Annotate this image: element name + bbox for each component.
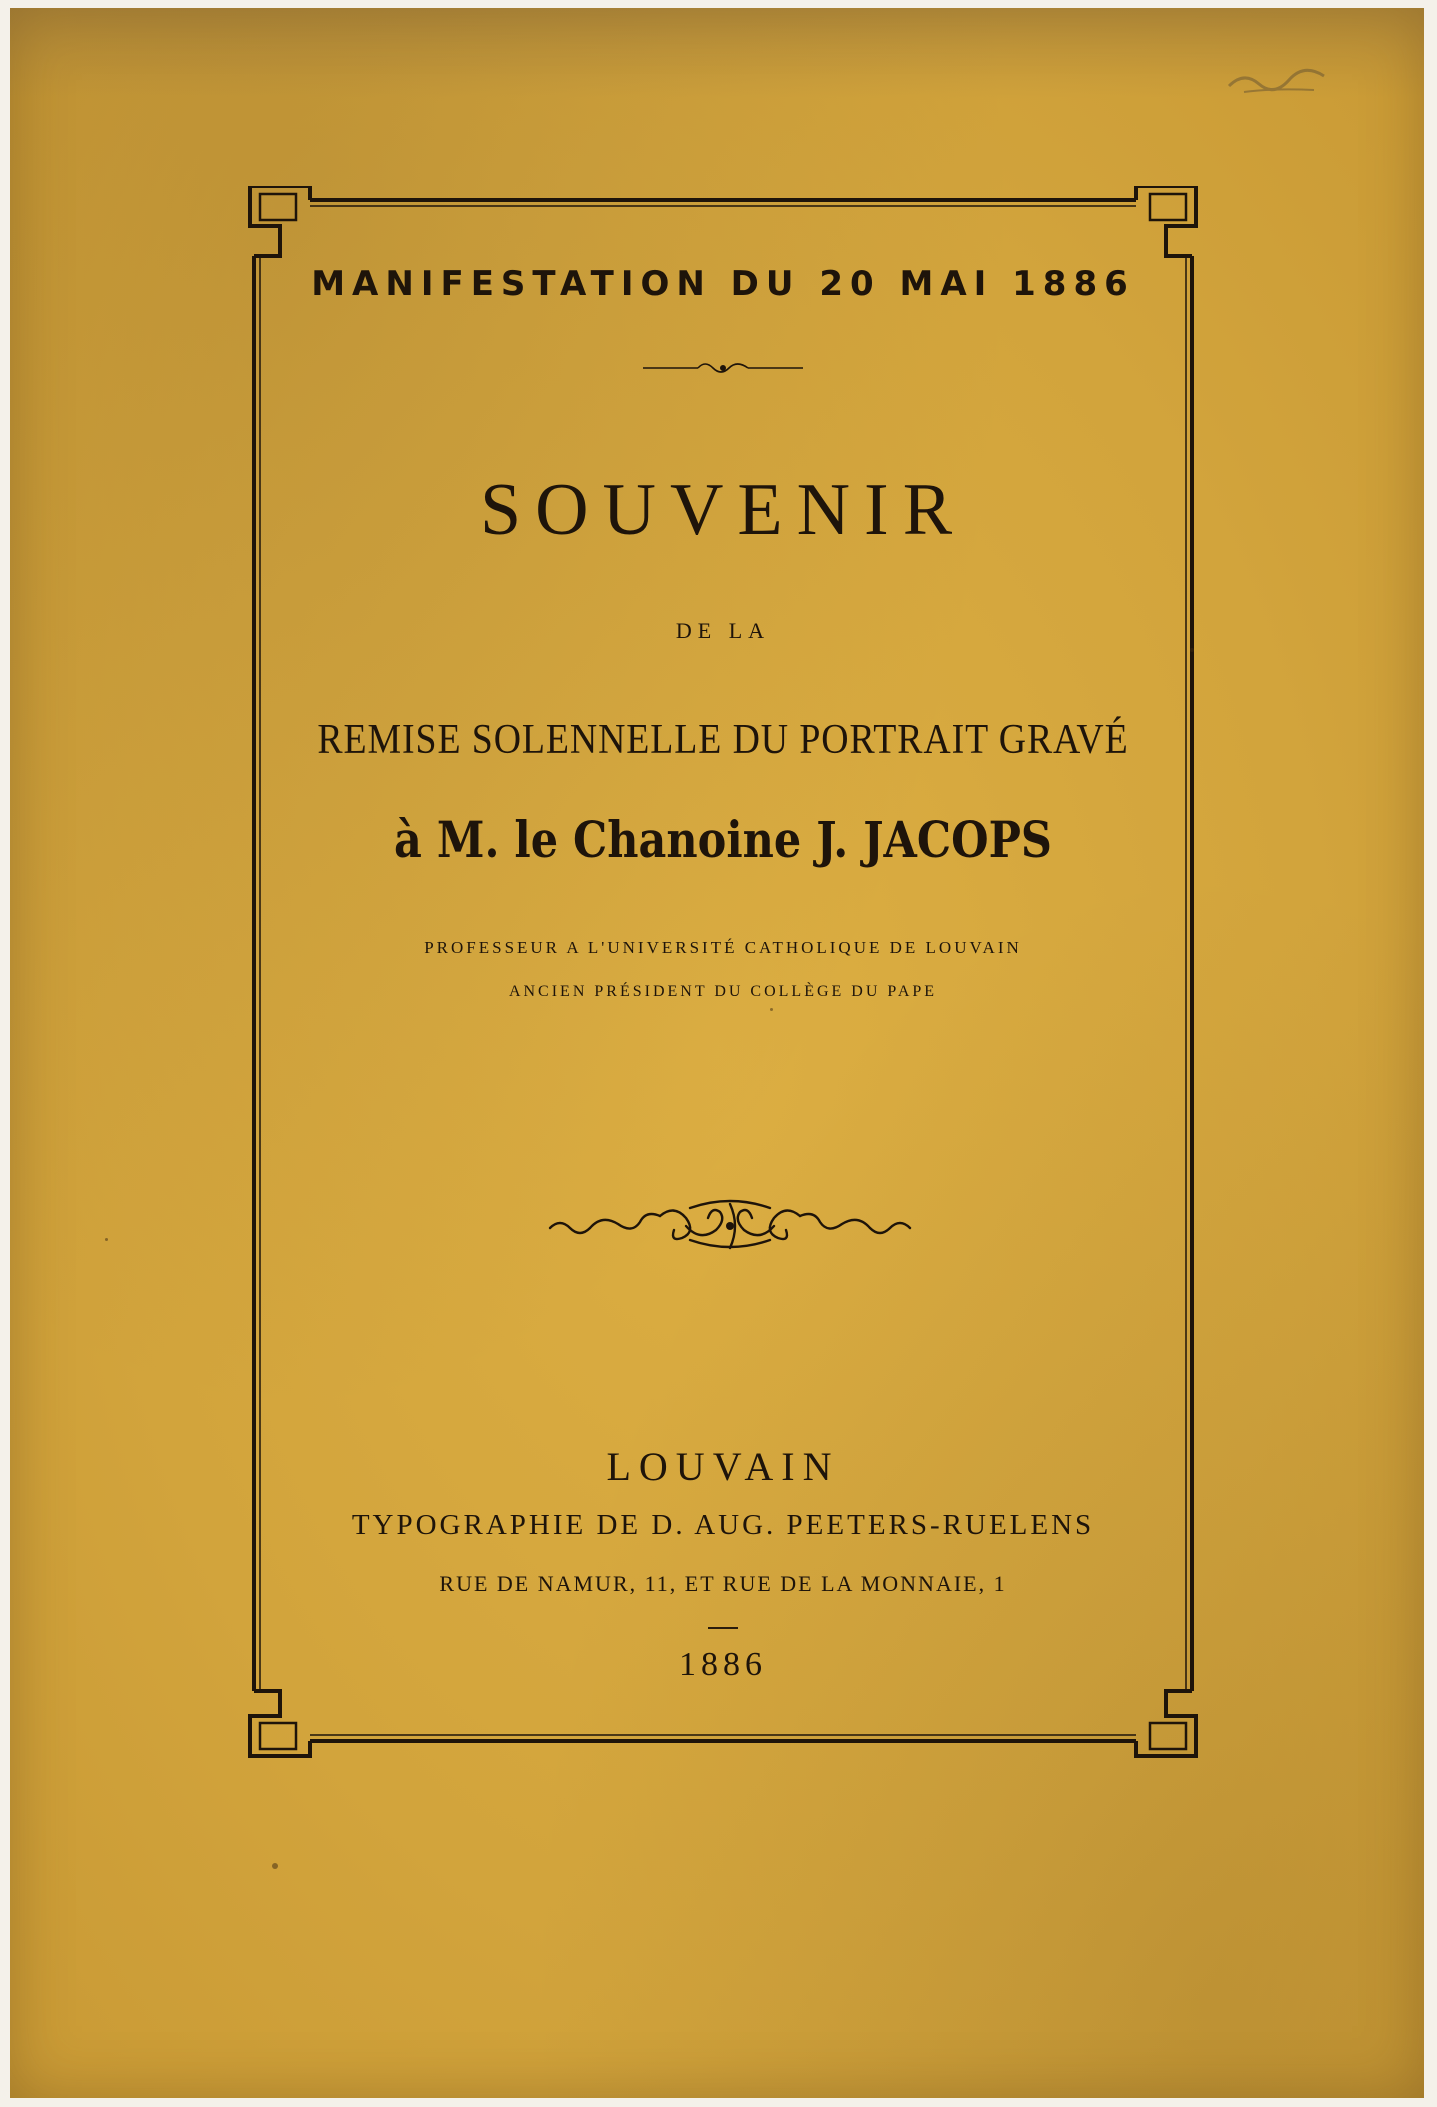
imprint-address: RUE DE NAMUR, 11, ET RUE DE LA MONNAIE, 1 <box>439 1571 1007 1596</box>
de-la-text: DE LA <box>675 618 771 643</box>
book-cover <box>10 8 1424 2098</box>
paper-speck <box>1190 648 1194 652</box>
cover-frame <box>240 186 1206 1761</box>
scroll-flourish-icon <box>540 1196 920 1256</box>
paper-speck <box>770 1008 773 1011</box>
event-header: MANIFESTATION DU 20 MAI 1886 <box>311 264 1135 304</box>
pencil-mark-icon <box>1224 66 1334 98</box>
recipient-name: à M. le Chanoine J. JACOPS <box>394 810 1052 869</box>
paper-speck <box>105 1238 108 1241</box>
imprint-year: 1886 <box>679 1646 767 1683</box>
paper-speck <box>272 1863 278 1869</box>
imprint-city: LOUVAIN <box>606 1444 840 1489</box>
recipient-position-2: ANCIEN PRÉSIDENT DU COLLÈGE DU PAPE <box>508 983 938 1000</box>
imprint-printer: TYPOGRAPHIE DE D. AUG. PEETERS-RUELENS <box>351 1509 1095 1541</box>
divider <box>708 1627 738 1629</box>
flourish-rule-icon <box>643 358 803 378</box>
main-title: SOUVENIR <box>479 469 967 551</box>
recipient-position-1: PROFESSEUR A L'UNIVERSITÉ CATHOLIQUE DE LOUVAIN <box>424 938 1022 957</box>
subtitle: REMISE SOLENNELLE DU PORTRAIT GRAVÉ <box>317 717 1129 763</box>
age-stain <box>10 8 1424 98</box>
